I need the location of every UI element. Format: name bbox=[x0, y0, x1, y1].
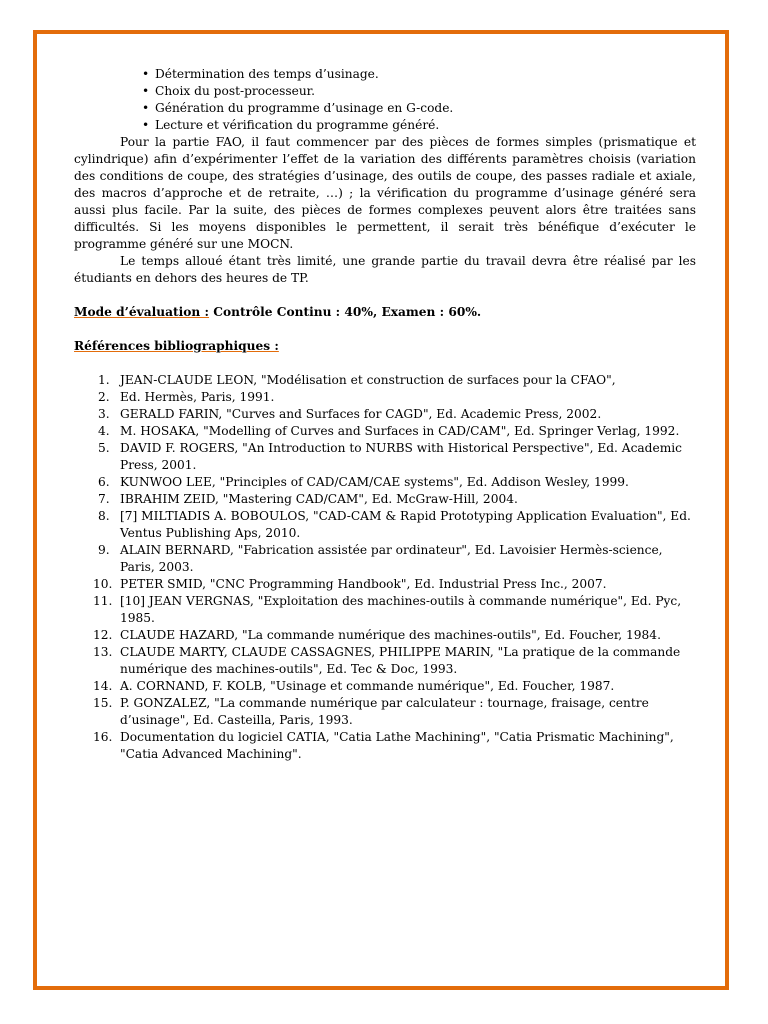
ref-number: 1. bbox=[98, 373, 110, 387]
list-item bbox=[74, 423, 696, 440]
ref-number: 5. bbox=[98, 441, 110, 455]
list-item bbox=[74, 729, 696, 763]
list-item: • Lecture et vérification du programme généré. bbox=[142, 117, 696, 134]
list-item: • Choix du post-processeur. bbox=[142, 83, 696, 100]
ref-text: JEAN-CLAUDE LEON, "Modélisation et construction de surfaces pour la CFAO", bbox=[120, 373, 616, 387]
document-body bbox=[74, 66, 696, 763]
ref-text: Ed. Hermès, Paris, 1991. bbox=[120, 390, 275, 404]
list-item bbox=[74, 644, 696, 678]
ref-text: PETER SMID, "CNC Programming Handbook", Ed. Industrial Press Inc., 2007. bbox=[120, 577, 607, 591]
ref-number: 16. bbox=[93, 730, 113, 744]
ref-number: 4. bbox=[98, 424, 110, 438]
ref-text: GERALD FARIN, "Curves and Surfaces for CAGD", Ed. Academic Press, 2002. bbox=[120, 407, 602, 421]
list-item bbox=[74, 474, 696, 491]
ref-text: CLAUDE MARTY, CLAUDE CASSAGNES, PHILIPPE MARIN, "La pratique de la commande numérique des machines-outils", Ed. Tec & Doc, 1993. bbox=[120, 645, 681, 676]
list-item: • Génération du programme d’usinage en G-code. bbox=[142, 100, 696, 117]
list-item bbox=[74, 440, 696, 474]
ref-text: CLAUDE HAZARD, "La commande numérique des machines-outils", Ed. Foucher, 1984. bbox=[120, 628, 661, 642]
ref-number: 3. bbox=[98, 407, 110, 421]
ref-number: 2. bbox=[98, 390, 110, 404]
ref-text: DAVID F. ROGERS, "An Introduction to NURBS with Historical Perspective", Ed. Academic Press, 2001. bbox=[120, 441, 682, 472]
ref-number: 12. bbox=[93, 628, 113, 642]
list-item bbox=[74, 491, 696, 508]
steps-list bbox=[74, 66, 696, 134]
ref-number: 14. bbox=[93, 679, 113, 693]
ref-number: 7. bbox=[98, 492, 110, 506]
evaluation-label: Mode d’évaluation : bbox=[74, 305, 210, 319]
list-item bbox=[74, 576, 696, 593]
ref-number: 15. bbox=[93, 696, 113, 710]
list-item bbox=[74, 695, 696, 729]
ref-number: 9. bbox=[98, 543, 110, 557]
ref-text: M. HOSAKA, "Modelling of Curves and Surfaces in CAD/CAM", Ed. Springer Verlag, 1992. bbox=[120, 424, 680, 438]
ref-number: 13. bbox=[93, 645, 113, 659]
ref-text: Documentation du logiciel CATIA, "Catia Lathe Machining", "Catia Prismatic Machining", "Catia Advanced Machining". bbox=[120, 730, 674, 761]
list-item bbox=[74, 678, 696, 695]
list-item: • Détermination des temps d’usinage. bbox=[142, 66, 696, 83]
ref-text: P. GONZALEZ, "La commande numérique par calculateur : tournage, fraisage, centre d’usinage", Ed. Casteilla, Paris, 1993. bbox=[120, 696, 649, 727]
ref-number: 11. bbox=[93, 594, 113, 608]
paragraph-time: Le temps alloué étant très limité, une grande partie du travail devra être réalisé par les étudiants en dehors des heures de TP. bbox=[74, 254, 696, 285]
ref-text: [10] JEAN VERGNAS, "Exploitation des machines-outils à commande numérique", Ed. Pyc, 1985. bbox=[120, 594, 682, 625]
list-item bbox=[74, 627, 696, 644]
list-item bbox=[74, 542, 696, 576]
ref-number: 10. bbox=[93, 577, 113, 591]
ref-text: A. CORNAND, F. KOLB, "Usinage et commande numérique", Ed. Foucher, 1987. bbox=[120, 679, 615, 693]
ref-text: KUNWOO LEE, "Principles of CAD/CAM/CAE systems", Ed. Addison Wesley, 1999. bbox=[120, 475, 629, 489]
references-list bbox=[74, 372, 696, 763]
evaluation-line bbox=[74, 304, 696, 321]
list-item bbox=[74, 593, 696, 627]
paragraph-fao: Pour la partie FAO, il faut commencer par des pièces de formes simples (prismatique et cylindrique) afin d’expérimenter l’effet de la variation des différents paramètres choisis (variation des conditions de coupe, des stratégies d’usinage, des outils de coupe, des passes radiale et axiale, des macros d’approche et de retraite, …) ; la vérification du programme d’usinage généré sera aussi plus facile. Par la suite, des pièces de formes complexes peuvent alors être traitées sans difficultés. Si les moyens disponibles le permettent, il serait très bénéfique d’exécuter le programme généré sur une MOCN. bbox=[74, 135, 696, 251]
ref-number: 6. bbox=[98, 475, 110, 489]
evaluation-value: Contrôle Continu : 40%, Examen : 60%. bbox=[209, 305, 482, 319]
list-item bbox=[74, 406, 696, 423]
references-title: Références bibliographiques : bbox=[74, 339, 279, 353]
ref-text: ALAIN BERNARD, "Fabrication assistée par ordinateur", Ed. Lavoisier Hermès-science, Paris, 2003. bbox=[120, 543, 663, 574]
list-item bbox=[74, 372, 696, 389]
ref-text: [7] MILTIADIS A. BOBOULOS, "CAD-CAM & Rapid Prototyping Application Evaluation", Ed. Ventus Publishing Aps, 2010. bbox=[120, 509, 691, 540]
ref-text: IBRAHIM ZEID, "Mastering CAD/CAM", Ed. McGraw-Hill, 2004. bbox=[120, 492, 518, 506]
list-item bbox=[74, 389, 696, 406]
ref-number: 8. bbox=[98, 509, 110, 523]
list-item bbox=[74, 508, 696, 542]
